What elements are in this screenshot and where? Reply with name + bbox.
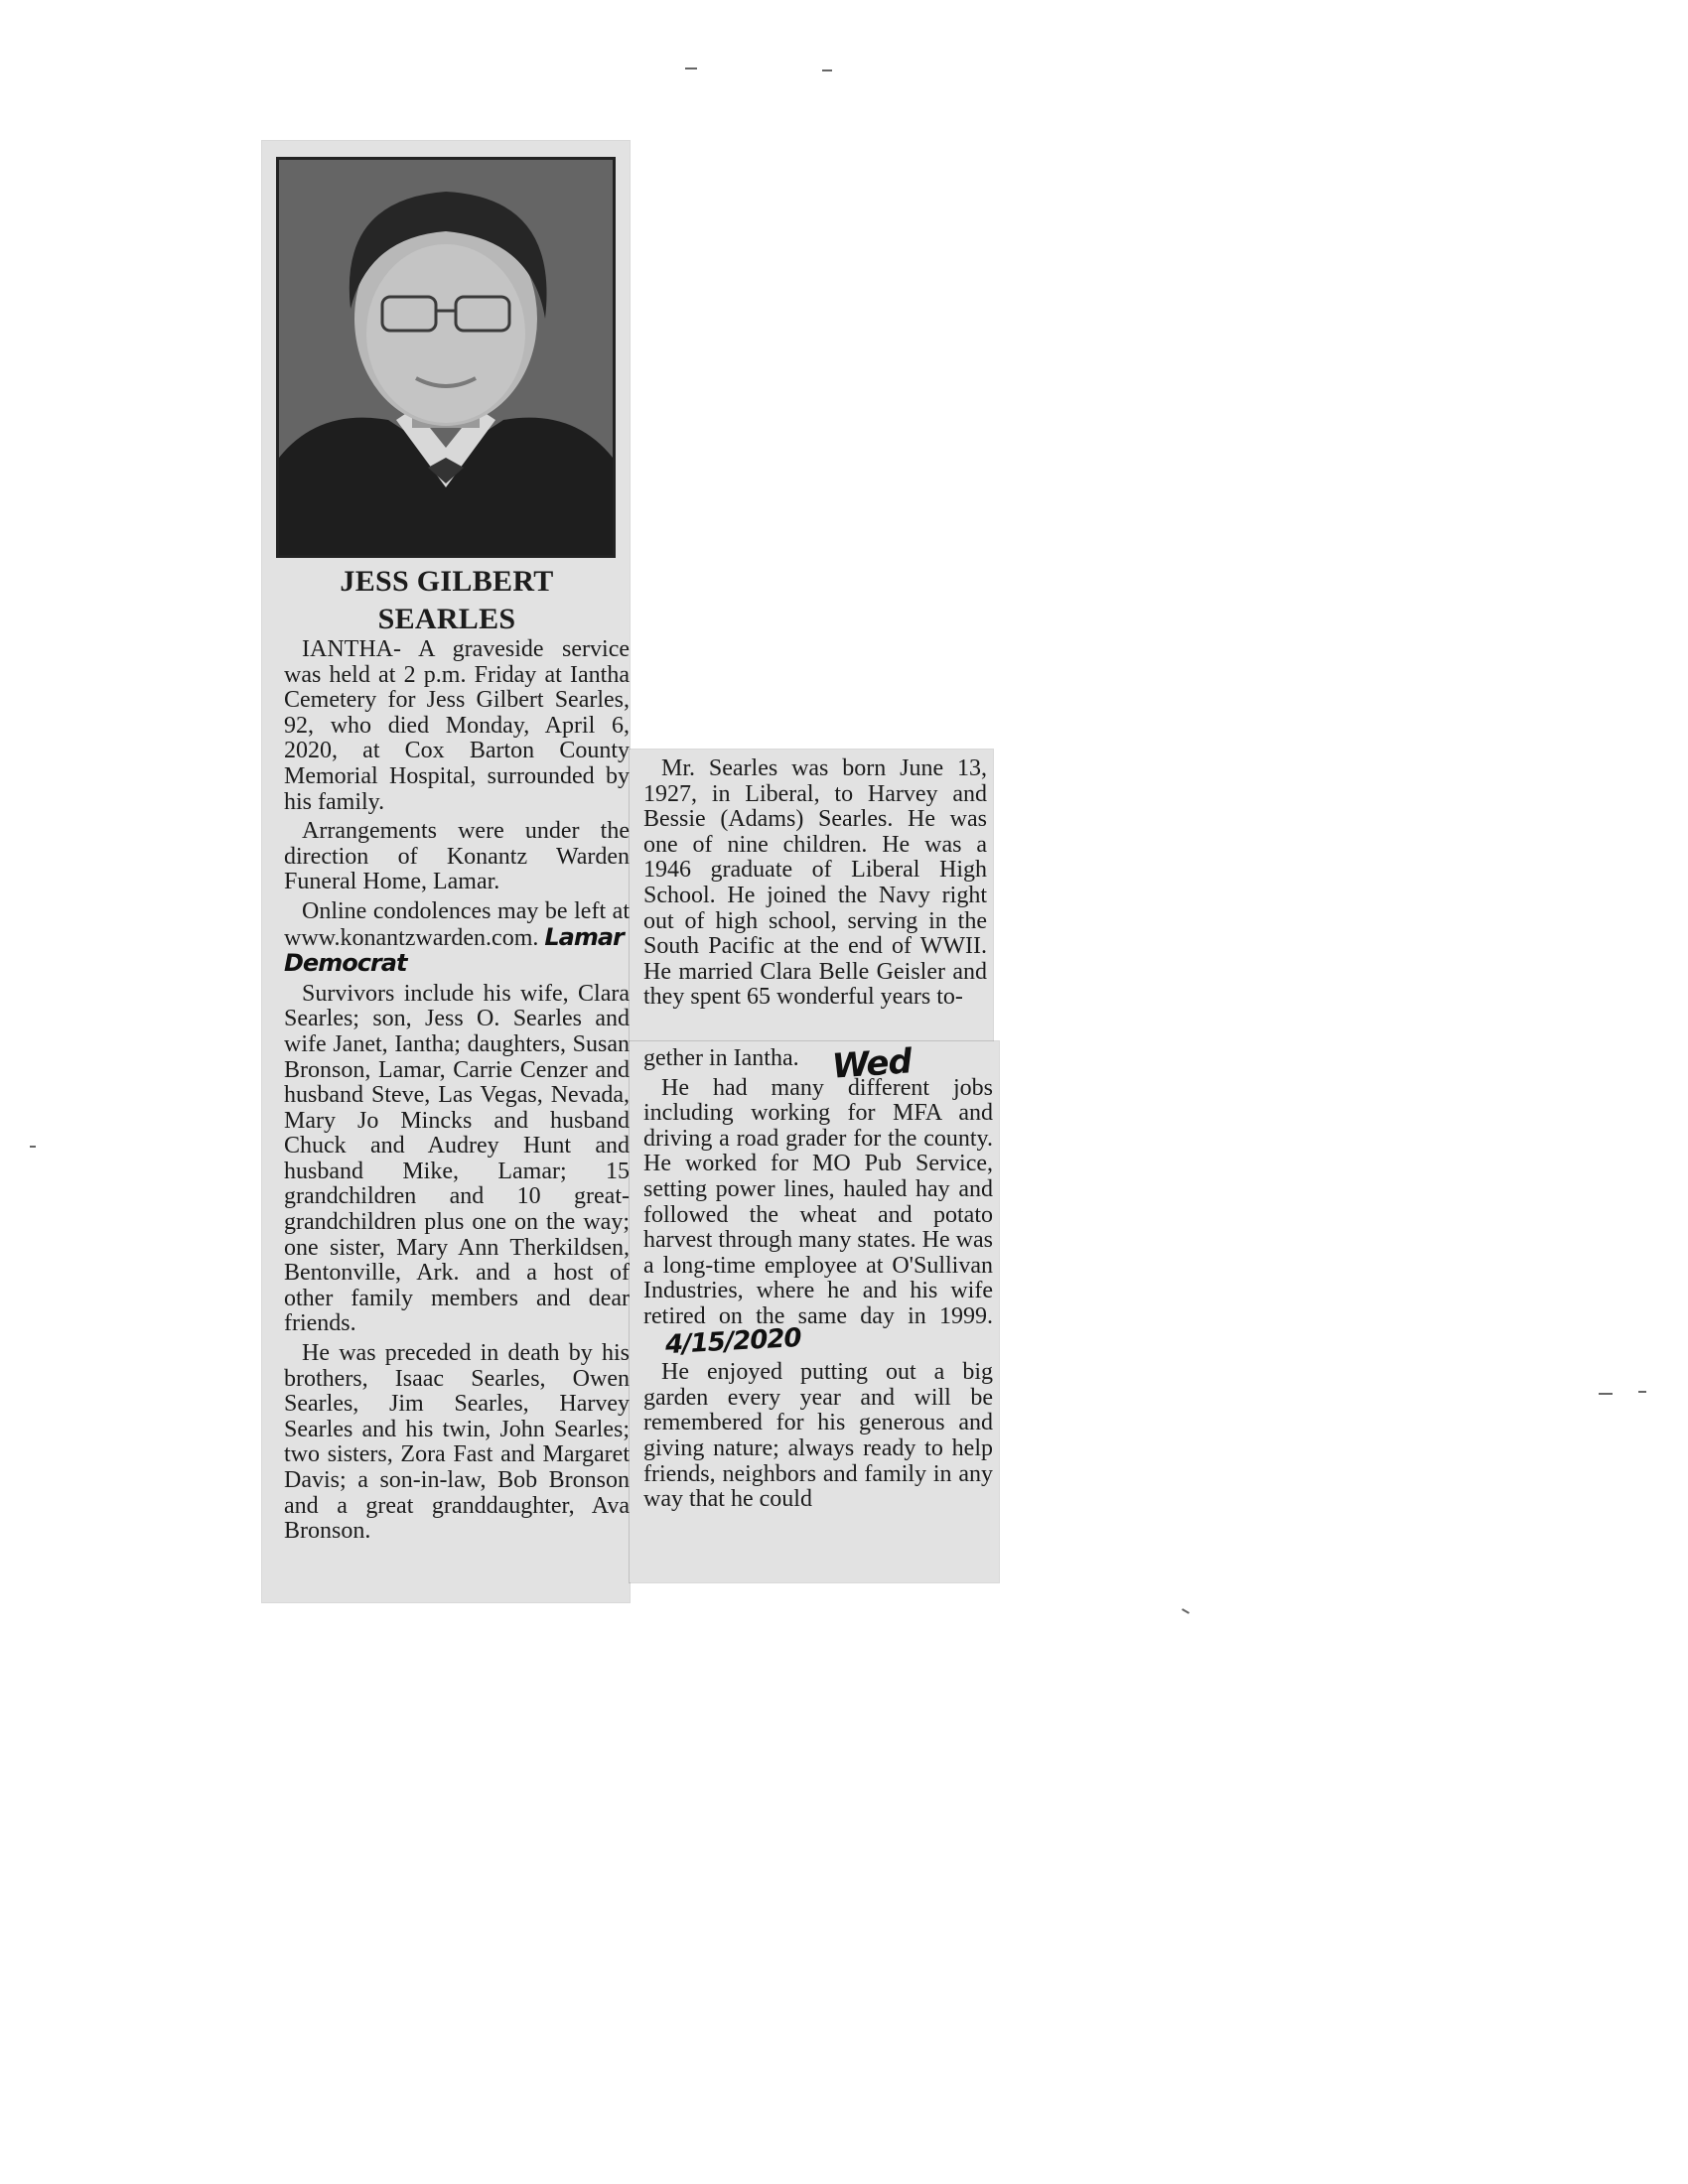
obituary-paragraph (643, 1074, 993, 1360)
scan-speck (30, 1146, 36, 1148)
obituary-paragraph: He enjoyed putting out a big garden every year and will be remembered for his generous and giving nature; always ready to help friends, neighbors and family in any way that he could (643, 1359, 993, 1513)
obituary-column-middle (643, 756, 987, 1015)
handwritten-newspaper-name: Lamar Democrat (284, 922, 624, 978)
obituary-paragraph: IANTHA- A graveside service was held at 2 p.m. Friday at Iantha Cemetery for Jess Gilbert Searles, 92, who died Monday, April 6, 2020, at Cox Barton County Memorial Hospital, surrounded by his family. (284, 636, 630, 815)
obituary-paragraph (284, 899, 630, 978)
portrait-photo (276, 157, 616, 558)
obituary-paragraph: gether in Iantha. (643, 1045, 799, 1071)
obituary-paragraph: Arrangements were under the direction of Konantz Warden Funeral Home, Lamar. (284, 818, 630, 895)
condolences-text: Online condolences may be left at www.konantzwarden.com. (284, 897, 630, 951)
obituary-paragraph: Survivors include his wife, Clara Searles; son, Jess O. Searles and wife Janet, Iantha; daughters, Susan Bronson, Lamar, Carrie Cenzer and husband Steve, Las Vegas, Nevada, Mary Jo Mincks and husband Chuck and Audrey Hunt and husband Mike, Lamar; 15 grandchildren and 10 great-grandchildren plus one on the way; one sister, Mary Ann Therkildsen, Bentonville, Ark. and a host of other family members and dear friends. (284, 980, 630, 1337)
obituary-headline-line2: SEARLES (377, 603, 516, 635)
scan-speck (1638, 1391, 1646, 1393)
handwritten-day: Wed (830, 1041, 914, 1087)
scan-speck (685, 68, 697, 69)
scan-speck (1599, 1393, 1613, 1395)
obituary-paragraph: He was preceded in death by his brothers, Isaac Searles, Owen Searles, Jim Searles, Harvey Searles and his twin, John Searles; two sisters, Zora Fast and Margaret Davis; a son-in-law, Bob Bronson and a great granddaughter, Ava Bronson. (284, 1340, 630, 1545)
obituary-column-right (643, 1046, 993, 1517)
scan-speck (822, 69, 832, 71)
obituary-paragraph: Mr. Searles was born June 13, 1927, in Liberal, to Harvey and Bessie (Adams) Searles. He was one of nine children. He was a 1946 graduate of Liberal High School. He joined the Navy right out of high school, serving in the South Pacific at the end of WWII. He married Clara Belle Geisler and they spent 65 wonderful years to- (643, 755, 987, 1011)
scan-speck (1182, 1608, 1190, 1614)
jobs-text: He had many different jobs including working for MFA and driving a road grader for the county. He worked for MO Pub Service, setting power lines, hauled hay and followed the wheat and potato harvest through many states. He was a long-time employee at O'Sullivan Industries, where he and his wife retired on the same day in 1999. (643, 1074, 993, 1329)
obituary-headline-line1: JESS GILBERT (340, 565, 554, 598)
obituary-column-left (284, 637, 630, 1549)
handwritten-date: 4/15/2020 (664, 1322, 802, 1360)
